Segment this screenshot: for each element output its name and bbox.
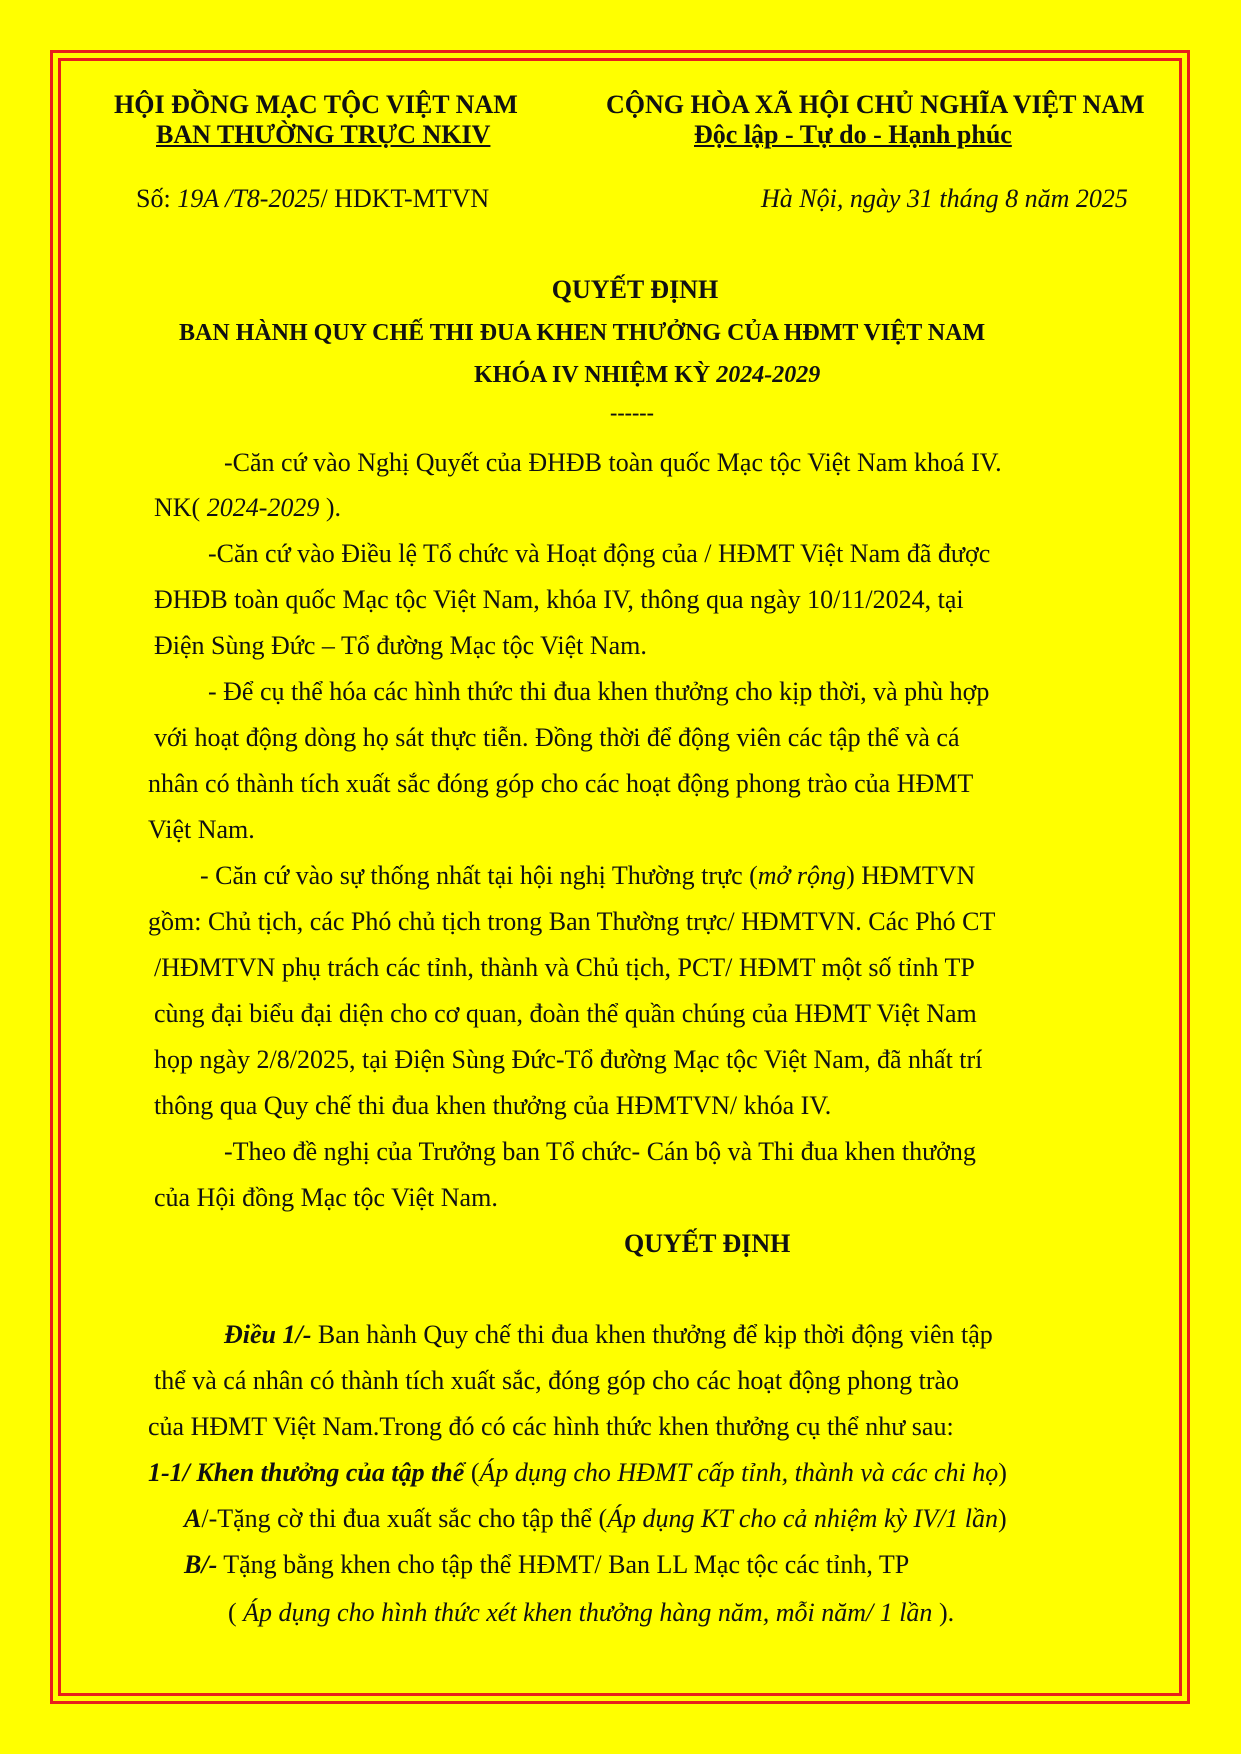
- document-date: Hà Nội, ngày 31 tháng 8 năm 2025: [761, 184, 1128, 213]
- paragraph-4-line-3: /HĐMTVN phụ trách các tỉnh, thành và Chủ tịch, PCT/ HĐMT một số tỉnh TP: [154, 953, 975, 982]
- item-b-note-line: [228, 1598, 954, 1628]
- country-name: CỘNG HÒA XÃ HỘI CHỦ NGHĨA VIỆT NAM: [606, 90, 1145, 119]
- subtitle-term-years: 2024-2029: [716, 362, 821, 388]
- article-1-line-2: thể và cá nhân có thành tích xuất sắc, đóng góp cho các hoạt động phong trào: [154, 1366, 960, 1395]
- paragraph-5-line-2: của Hội đồng Mạc tộc Việt Nam.: [154, 1183, 498, 1212]
- section-1-1-label: 1-1/ Khen thưởng của tập thể: [148, 1458, 465, 1487]
- subtitle-term-text: KHÓA IV NHIỆM KỲ: [474, 362, 717, 388]
- item-a-end: ): [998, 1504, 1007, 1533]
- paragraph-3-line-3: nhân có thành tích xuất sắc đóng góp cho các hoạt động phong trào của HĐMT: [148, 769, 974, 798]
- paragraph-4-line-6: thông qua Quy chế thi đua khen thưởng của HĐMTVN/ khóa IV.: [154, 1091, 832, 1120]
- paragraph-3-line-1: - Để cụ thể hóa các hình thức thi đua khen thưởng cho kịp thời, và phù hợp: [208, 677, 990, 706]
- item-a-text: /-Tặng cờ thi đua xuất sắc cho tập thể (: [201, 1504, 608, 1533]
- p1-nk-open: NK(: [154, 493, 207, 522]
- paragraph-4-line-5: họp ngày 2/8/2025, tại Điện Sùng Đức-Tổ đường Mạc tộc Việt Nam, đã nhất trí: [154, 1045, 983, 1074]
- item-b-note-close: ).: [932, 1598, 955, 1627]
- paragraph-2-line-2: ĐHĐB toàn quốc Mạc tộc Việt Nam, khóa IV, thông qua ngày 10/11/2024, tại: [154, 585, 964, 614]
- section-1-1-heading: [148, 1458, 1007, 1488]
- item-b-text: Tặng bằng khen cho tập thể HĐMT/ Ban LL Mạc tộc các tỉnh, TP: [217, 1550, 910, 1579]
- paragraph-3-line-2: với hoạt động dòng họ sát thực tiễn. Đồng thời để động viên các tập thể và cá: [154, 723, 960, 752]
- document-number: [136, 184, 489, 214]
- country-motto: Độc lập - Tự do - Hạnh phúc: [694, 120, 1012, 149]
- article-1-label: Điều 1/-: [224, 1320, 312, 1349]
- doc-number-value: 19A /T8-2025: [177, 184, 321, 213]
- paragraph-4-line-4: cùng đại biểu đại diện cho cơ quan, đoàn thể quần chúng của HĐMT Việt Nam: [154, 999, 977, 1028]
- paragraph-4-line-1: [200, 861, 975, 891]
- document-subtitle: BAN HÀNH QUY CHẾ THI ĐUA KHEN THƯỞNG CỦA HĐMT VIỆT NAM: [179, 320, 986, 346]
- decision-heading: QUYẾT ĐỊNH: [624, 1229, 791, 1258]
- section-1-1-close: ): [998, 1458, 1007, 1487]
- article-1-line-3: của HĐMT Việt Nam.Trong đó có các hình thức khen thưởng cụ thể như sau:: [148, 1412, 954, 1441]
- paragraph-3-line-4: Việt Nam.: [148, 815, 255, 844]
- p4-l1-italic: mở rộng: [757, 861, 847, 890]
- article-1-line-1: [224, 1320, 993, 1350]
- item-a: [184, 1504, 1007, 1534]
- section-1-1-open: (: [464, 1458, 480, 1487]
- title-divider: ------: [610, 400, 654, 425]
- paragraph-1-line-1: -Căn cứ vào Nghị Quyết của ĐHĐB toàn quốc Mạc tộc Việt Nam khoá IV.: [224, 448, 1002, 477]
- p1-nk-years: 2024-2029: [206, 493, 320, 522]
- item-a-note: Áp dụng KT cho cả nhiệm kỳ IV/1 lần: [607, 1504, 999, 1533]
- item-b: [184, 1550, 909, 1580]
- paragraph-1-line-2: [154, 493, 341, 523]
- paragraph-2-line-1: -Căn cứ vào Điều lệ Tổ chức và Hoạt động của / HĐMT Việt Nam đã được: [208, 539, 991, 568]
- p4-l1-text: - Căn cứ vào sự thống nhất tại hội nghị Thường trực (: [200, 861, 758, 890]
- org-name: HỘI ĐỒNG MẠC TỘC VIỆT NAM: [114, 90, 518, 119]
- document-title: QUYẾT ĐỊNH: [551, 275, 719, 304]
- article-1-text: Ban hành Quy chế thi đua khen thưởng để kịp thời động viên tập: [311, 1320, 993, 1349]
- item-b-note-open: (: [228, 1598, 244, 1627]
- section-1-1-note: Áp dụng cho HĐMT cấp tỉnh, thành và các chi họ: [479, 1458, 999, 1487]
- p4-l1-end: ) HĐMTVN: [846, 861, 976, 890]
- paragraph-4-line-2: gồm: Chủ tịch, các Phó chủ tịch trong Ban Thường trực/ HĐMTVN. Các Phó CT: [148, 907, 996, 936]
- item-b-note: Áp dụng cho hình thức xét khen thưởng hàng năm, mỗi năm/ 1 lần: [243, 1598, 933, 1627]
- p1-nk-close: ).: [319, 493, 342, 522]
- doc-number-suffix: / HDKT-MTVN: [320, 184, 490, 213]
- document-subtitle-term: [474, 362, 820, 389]
- paragraph-5-line-1: -Theo đề nghị của Trưởng ban Tổ chức- Cán bộ và Thi đua khen thưởng: [224, 1137, 976, 1166]
- item-b-label: B/-: [184, 1550, 218, 1579]
- doc-number-prefix: Số:: [136, 184, 178, 213]
- paragraph-2-line-3: Điện Sùng Đức – Tổ đường Mạc tộc Việt Nam.: [154, 631, 647, 660]
- org-sub-name: BAN THƯỜNG TRỰC NKIV: [156, 120, 491, 149]
- item-a-label: A: [184, 1504, 202, 1533]
